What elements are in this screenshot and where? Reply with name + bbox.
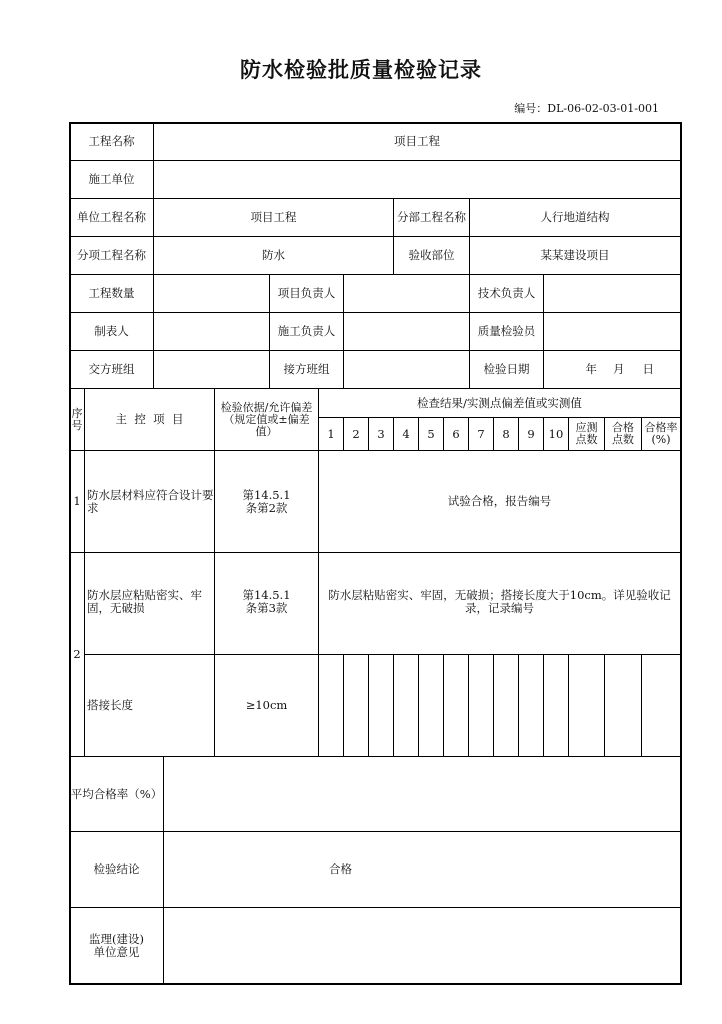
- construction-leader-label: 施工负责人: [270, 313, 344, 351]
- conclusion-text: 合格: [329, 862, 352, 876]
- row1-basis: 第14.5.1条第2款: [215, 451, 319, 553]
- inspection-date-value: [544, 351, 681, 389]
- qc-inspector-value: [544, 313, 681, 351]
- header-point-6: 6: [444, 418, 469, 451]
- row3-pass-rate: [642, 655, 681, 757]
- division-label: 分部工程名称: [394, 199, 470, 237]
- date-year: 年: [585, 362, 597, 376]
- project-leader-value: [344, 275, 470, 313]
- row1-result: 试验合格，报告编号: [319, 451, 681, 553]
- qc-inspector-label: 质量检验员: [470, 313, 544, 351]
- document-number: 编号：DL-06-02-03-01-001: [514, 102, 659, 115]
- row3-point-5: [419, 655, 444, 757]
- row3-basis: ≥10cm: [215, 655, 319, 757]
- acceptance-part-value: 某某建设项目: [470, 237, 681, 275]
- row3-point-3: [369, 655, 394, 757]
- header-point-8: 8: [494, 418, 519, 451]
- supervision-label: 监理(建设)单位意见: [70, 908, 164, 984]
- tech-leader-value: [544, 275, 681, 313]
- acceptance-part-label: 验收部位: [394, 237, 470, 275]
- avg-pass-rate-value: [164, 757, 681, 832]
- header-point-10: 10: [544, 418, 569, 451]
- project-name-label: 工程名称: [70, 123, 154, 161]
- conclusion-label: 检验结论: [70, 832, 164, 908]
- row1-item: 防水层材料应符合设计要求: [85, 451, 215, 553]
- row3-point-4: [394, 655, 419, 757]
- row3-qualified-points: [605, 655, 642, 757]
- row3-point-9: [519, 655, 544, 757]
- conclusion-value: [164, 832, 681, 908]
- maker-label: 制表人: [70, 313, 154, 351]
- header-point-5: 5: [419, 418, 444, 451]
- project-leader-label: 项目负责人: [270, 275, 344, 313]
- construction-unit-label: 施工单位: [70, 161, 154, 199]
- header-pass-rate: 合格率(%): [642, 418, 681, 451]
- avg-pass-rate-label: 平均合格率（%）: [70, 757, 164, 832]
- row3-point-6: [444, 655, 469, 757]
- division-value: 人行地道结构: [470, 199, 681, 237]
- receiving-team-value: [344, 351, 470, 389]
- header-qualified-points: 合格点数: [605, 418, 642, 451]
- handover-team-value: [154, 351, 270, 389]
- construction-leader-value: [344, 313, 470, 351]
- construction-unit-value: [154, 161, 681, 199]
- row3-point-8: [494, 655, 519, 757]
- header-point-1: 1: [319, 418, 344, 451]
- header-basis: 检验依据/允许偏差（规定值或±偏差值）: [215, 389, 319, 451]
- row2-basis: 第14.5.1条第3款: [215, 553, 319, 655]
- quantity-value: [154, 275, 270, 313]
- header-main-item: 主 控 项 目: [85, 389, 215, 451]
- subitem-value: 防水: [154, 237, 394, 275]
- row3-measured-points: [569, 655, 605, 757]
- date-day: 日: [642, 362, 654, 376]
- header-measured-points: 应测点数: [569, 418, 605, 451]
- page-title: 防水检验批质量检验记录: [240, 58, 482, 82]
- supervision-value: [164, 908, 681, 984]
- header-point-4: 4: [394, 418, 419, 451]
- row3-item: 搭接长度: [85, 655, 215, 757]
- header-results: 检查结果/实测点偏差值或实测值: [319, 389, 681, 418]
- date-month: 月: [613, 362, 625, 376]
- unit-project-value: 项目工程: [154, 199, 394, 237]
- row3-point-7: [469, 655, 494, 757]
- row3-point-1: [319, 655, 344, 757]
- unit-project-label: 单位工程名称: [70, 199, 154, 237]
- project-name-value: 项目工程: [154, 123, 681, 161]
- quantity-label: 工程数量: [70, 275, 154, 313]
- header-point-7: 7: [469, 418, 494, 451]
- row3-point-10: [544, 655, 569, 757]
- handover-team-label: 交方班组: [70, 351, 154, 389]
- subitem-label: 分项工程名称: [70, 237, 154, 275]
- row2-item: 防水层应粘贴密实、牢固，无破损: [85, 553, 215, 655]
- row2-seq: 2: [70, 553, 85, 757]
- row1-seq: 1: [70, 451, 85, 553]
- tech-leader-label: 技术负责人: [470, 275, 544, 313]
- row2-result: 防水层粘贴密实、牢固，无破损；搭接长度大于10cm。详见验收记录，记录编号: [319, 553, 681, 655]
- header-point-9: 9: [519, 418, 544, 451]
- header-seq: 序号: [70, 389, 85, 451]
- row3-point-2: [344, 655, 369, 757]
- receiving-team-label: 接方班组: [270, 351, 344, 389]
- maker-value: [154, 313, 270, 351]
- header-point-3: 3: [369, 418, 394, 451]
- header-point-2: 2: [344, 418, 369, 451]
- inspection-date-label: 检验日期: [470, 351, 544, 389]
